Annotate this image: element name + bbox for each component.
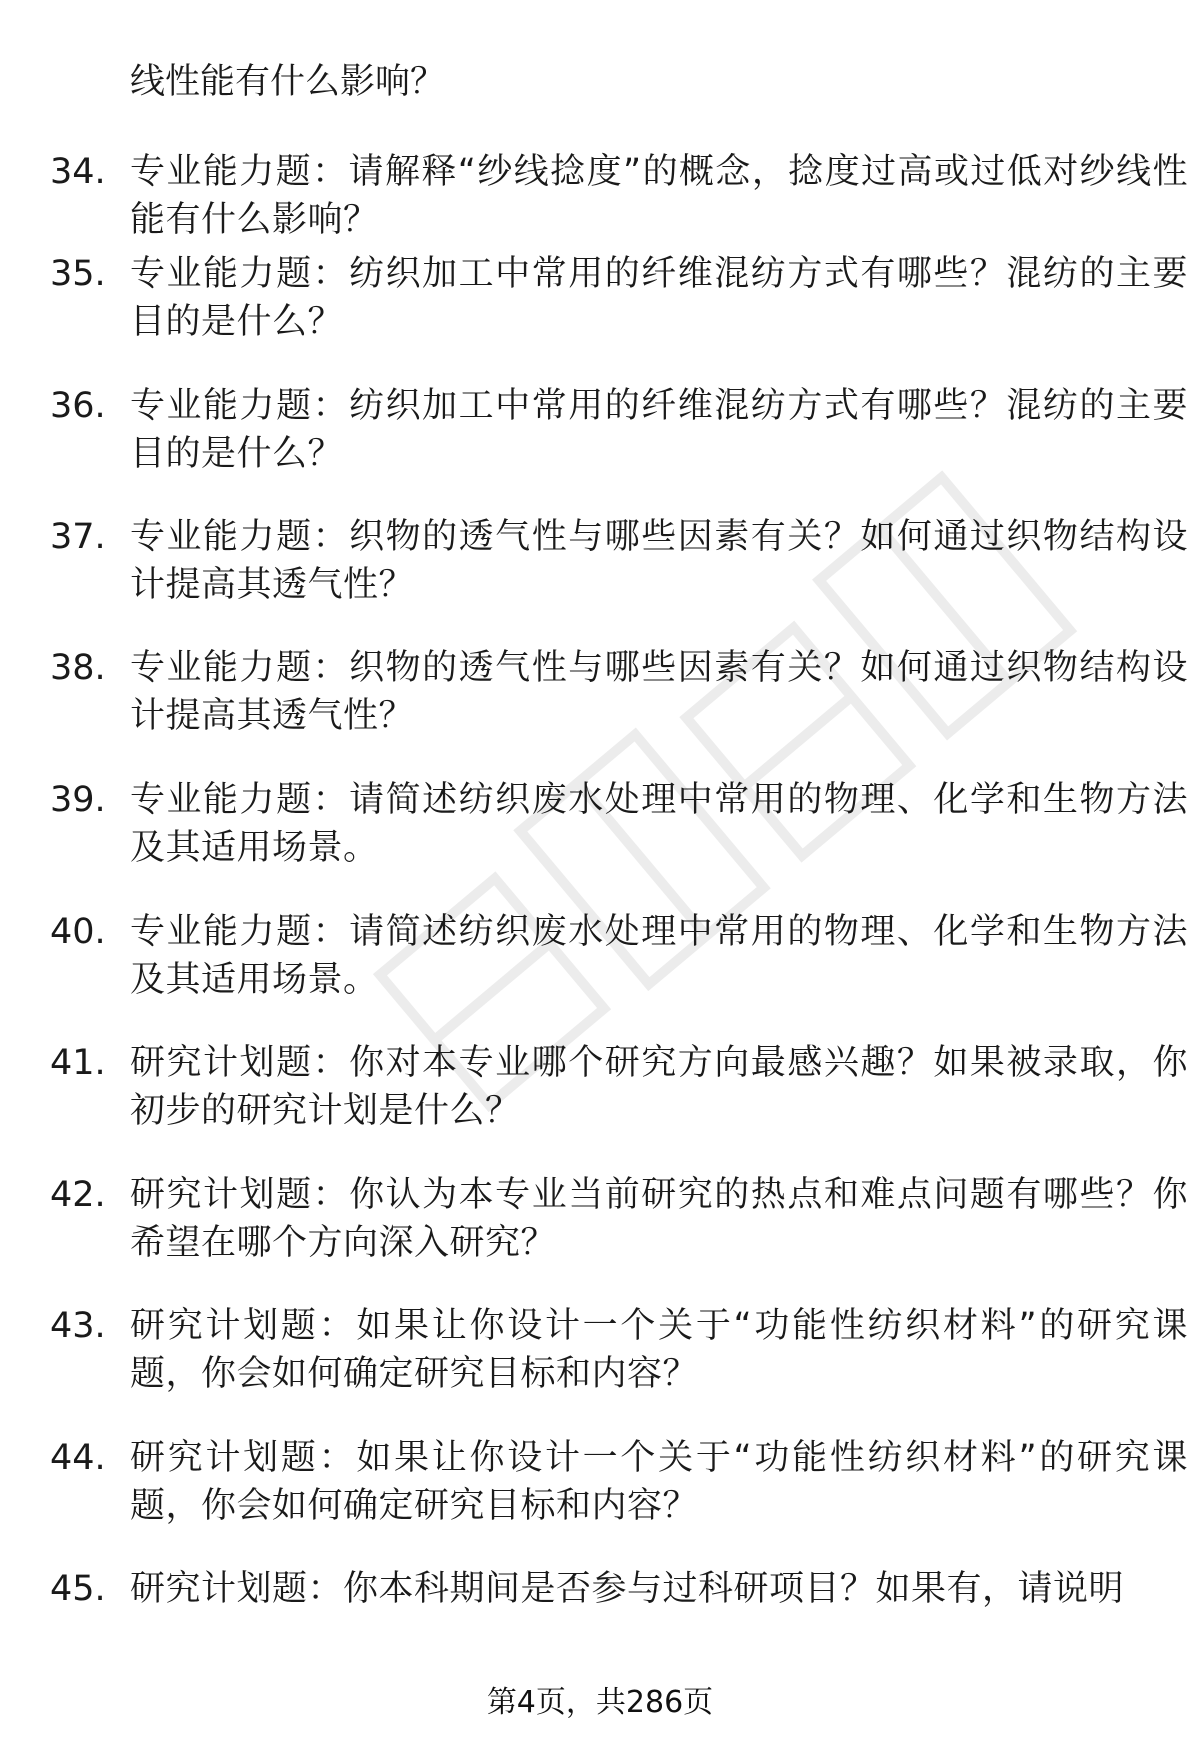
item-text: 专业能力题：请简述纺织废水处理中常用的物理、化学和生物方法及其适用场景。 <box>130 912 1188 1000</box>
item-number: 44. <box>50 1438 106 1478</box>
item-number: 38. <box>50 648 106 688</box>
item-text: 专业能力题：纺织加工中常用的纤维混纺方式有哪些？混纺的主要目的是什么？ <box>130 386 1188 474</box>
item-number: 45. <box>50 1569 106 1609</box>
item-text: 研究计划题：你认为本专业当前研究的热点和难点问题有哪些？你希望在哪个方向深入研究？ <box>130 1175 1188 1263</box>
item-number: 35. <box>50 254 106 294</box>
item-number: 36. <box>50 386 106 426</box>
item-number: 42. <box>50 1175 106 1215</box>
item-text: 专业能力题：请简述纺织废水处理中常用的物理、化学和生物方法及其适用场景。 <box>130 780 1188 868</box>
item-text: 专业能力题：织物的透气性与哪些因素有关？如何通过织物结构设计提高其透气性？ <box>130 517 1188 605</box>
item-text: 专业能力题：织物的透气性与哪些因素有关？如何通过织物结构设计提高其透气性？ <box>130 648 1188 736</box>
item-number: 39. <box>50 780 106 820</box>
item-number: 34. <box>50 152 106 192</box>
continuation-line: 线性能有什么影响？ <box>130 62 446 102</box>
item-text: 研究计划题：你本科期间是否参与过科研项目？如果有，请说明 <box>130 1569 1125 1609</box>
item-text: 专业能力题：纺织加工中常用的纤维混纺方式有哪些？混纺的主要目的是什么？ <box>130 254 1188 342</box>
item-number: 41. <box>50 1043 106 1083</box>
item-text: 研究计划题：如果让你设计一个关于“功能性纺织材料”的研究课题，你会如何确定研究目标和内容？ <box>130 1306 1188 1394</box>
item-text: 研究计划题：如果让你设计一个关于“功能性纺织材料”的研究课题，你会如何确定研究目标和内容？ <box>130 1438 1188 1526</box>
item-number: 40. <box>50 912 106 952</box>
page-footer: 第4页，共286页 <box>486 1685 714 1720</box>
item-number: 43. <box>50 1306 106 1346</box>
item-number: 37. <box>50 517 106 557</box>
item-text: 研究计划题：你对本专业哪个研究方向最感兴趣？如果被录取，你初步的研究计划是什么？ <box>130 1043 1188 1131</box>
item-text: 专业能力题：请解释“纱线捻度”的概念，捻度过高或过低对纱线性能有什么影响？ <box>130 152 1188 240</box>
